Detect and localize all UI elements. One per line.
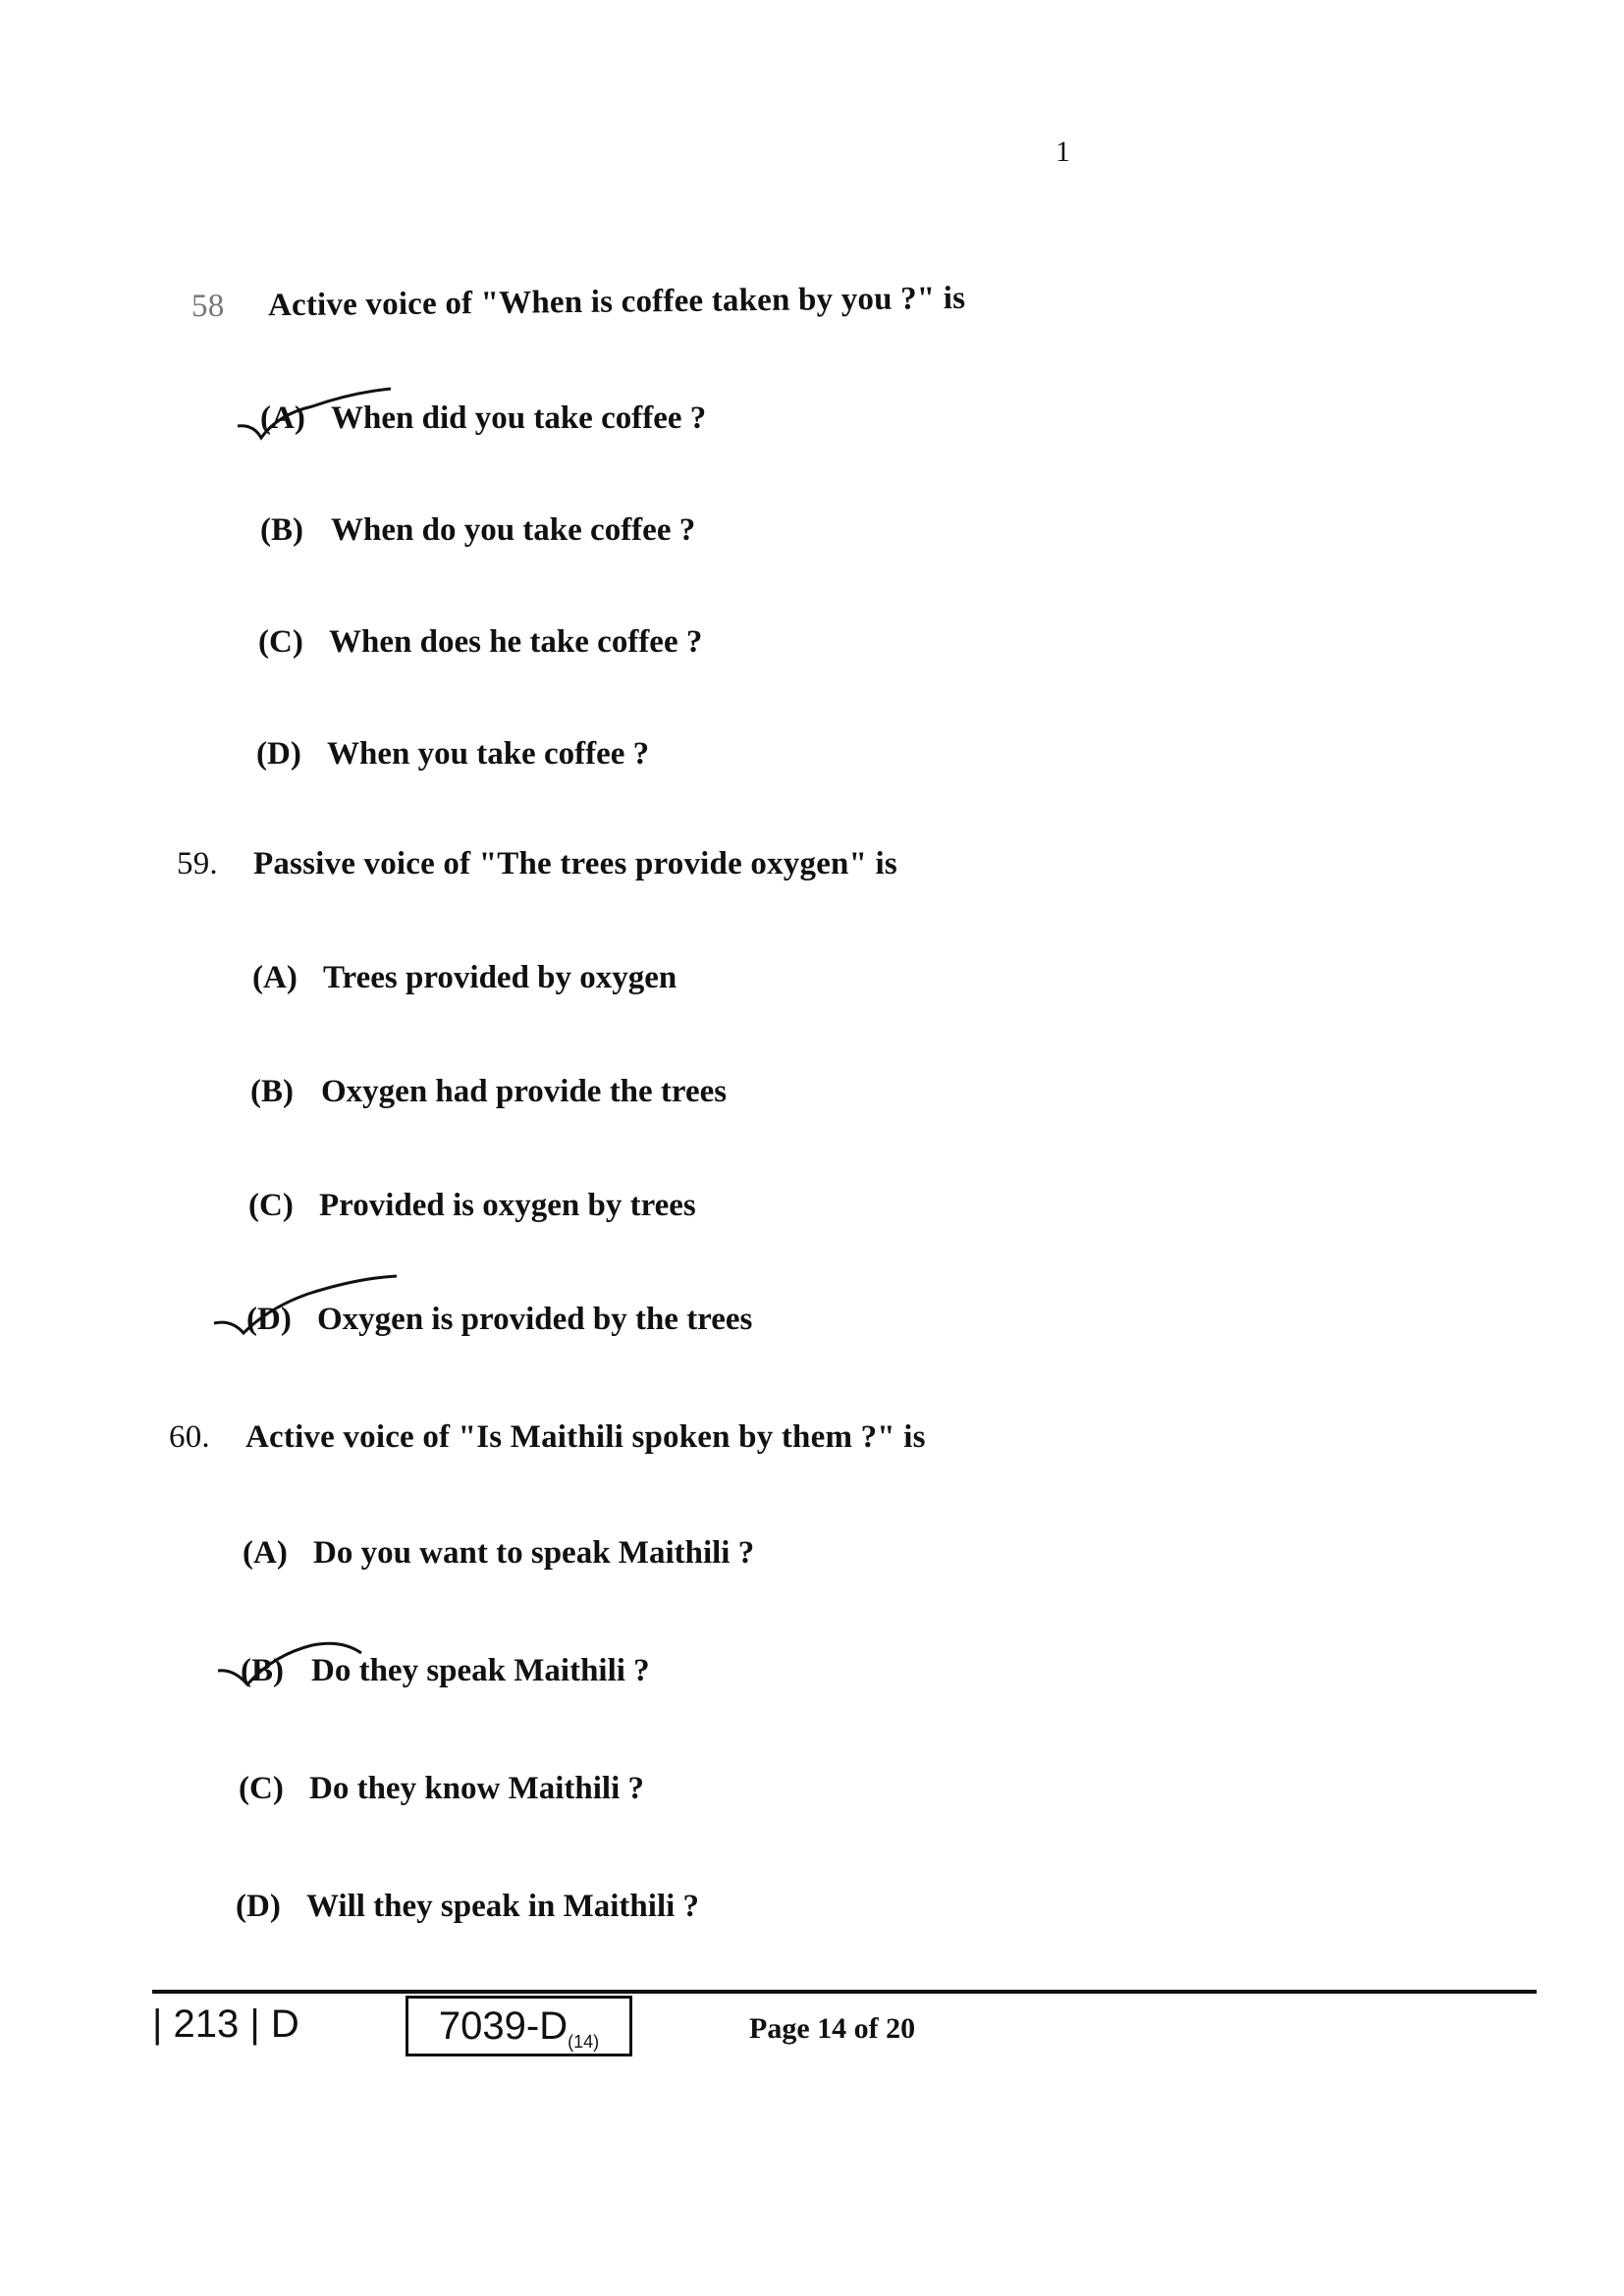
option-text: When you take coffee ?: [327, 736, 650, 772]
option-label: (B): [250, 1074, 294, 1109]
option-label: (D): [256, 736, 301, 772]
question-number: 60.: [169, 1419, 210, 1455]
question-number: 59.: [177, 846, 218, 881]
option-text: Oxygen is provided by the trees: [317, 1302, 753, 1337]
option-58-c[interactable]: [258, 624, 702, 661]
option-text: When do you take coffee ?: [331, 512, 696, 548]
page-number: Page 14 of 20: [749, 2012, 916, 2045]
question-59: [177, 846, 897, 882]
option-text: Trees provided by oxygen: [323, 960, 677, 995]
option-label: (D): [246, 1302, 292, 1337]
option-58-d[interactable]: [256, 736, 649, 773]
option-label: (A): [260, 400, 305, 436]
booklet-sub: (14): [568, 2032, 600, 2052]
option-text: Provided is oxygen by trees: [319, 1188, 696, 1223]
booklet-code-box: [406, 1996, 632, 2056]
option-label: (C): [248, 1188, 294, 1223]
option-text: Oxygen had provide the trees: [321, 1074, 728, 1109]
tick-mark-icon: [234, 385, 401, 454]
option-text: Do they know Maithili ?: [309, 1771, 645, 1806]
tick-mark-icon: [214, 1633, 381, 1702]
option-label: (C): [239, 1771, 284, 1806]
option-58-b[interactable]: [260, 512, 695, 549]
option-label: (C): [258, 624, 303, 660]
option-label: (B): [241, 1653, 284, 1688]
paper-code: | 213 | D: [152, 2002, 299, 2046]
question-60: [169, 1419, 926, 1456]
option-label: (D): [236, 1889, 281, 1924]
question-58: [191, 281, 966, 325]
option-59-a[interactable]: [252, 960, 677, 996]
question-text: Active voice of "When is coffee taken by you ?" is: [267, 280, 966, 324]
footer-divider: [152, 1990, 1537, 1994]
option-59-c[interactable]: [248, 1188, 696, 1224]
option-60-c[interactable]: [239, 1771, 644, 1807]
option-59-b[interactable]: [250, 1074, 727, 1110]
question-number: 58: [190, 288, 225, 325]
tick-mark-icon: [210, 1272, 406, 1351]
option-text: Do they speak Maithili ?: [311, 1653, 650, 1688]
option-text: Will they speak in Maithili ?: [306, 1889, 700, 1924]
question-text: Passive voice of "The trees provide oxygen" is: [253, 846, 897, 881]
option-label: (A): [252, 960, 298, 995]
option-60-a[interactable]: [243, 1535, 754, 1572]
option-label: (B): [260, 512, 303, 548]
booklet-code: 7039-D: [438, 2004, 568, 2048]
option-text: When does he take coffee ?: [329, 624, 703, 660]
option-text: Do you want to speak Maithili ?: [313, 1535, 755, 1571]
option-60-d[interactable]: [236, 1889, 699, 1925]
option-text: When did you take coffee ?: [331, 400, 707, 436]
option-label: (A): [243, 1535, 288, 1571]
page-mark: 1: [1056, 135, 1070, 168]
question-text: Active voice of "Is Maithili spoken by them ?" is: [245, 1419, 926, 1455]
